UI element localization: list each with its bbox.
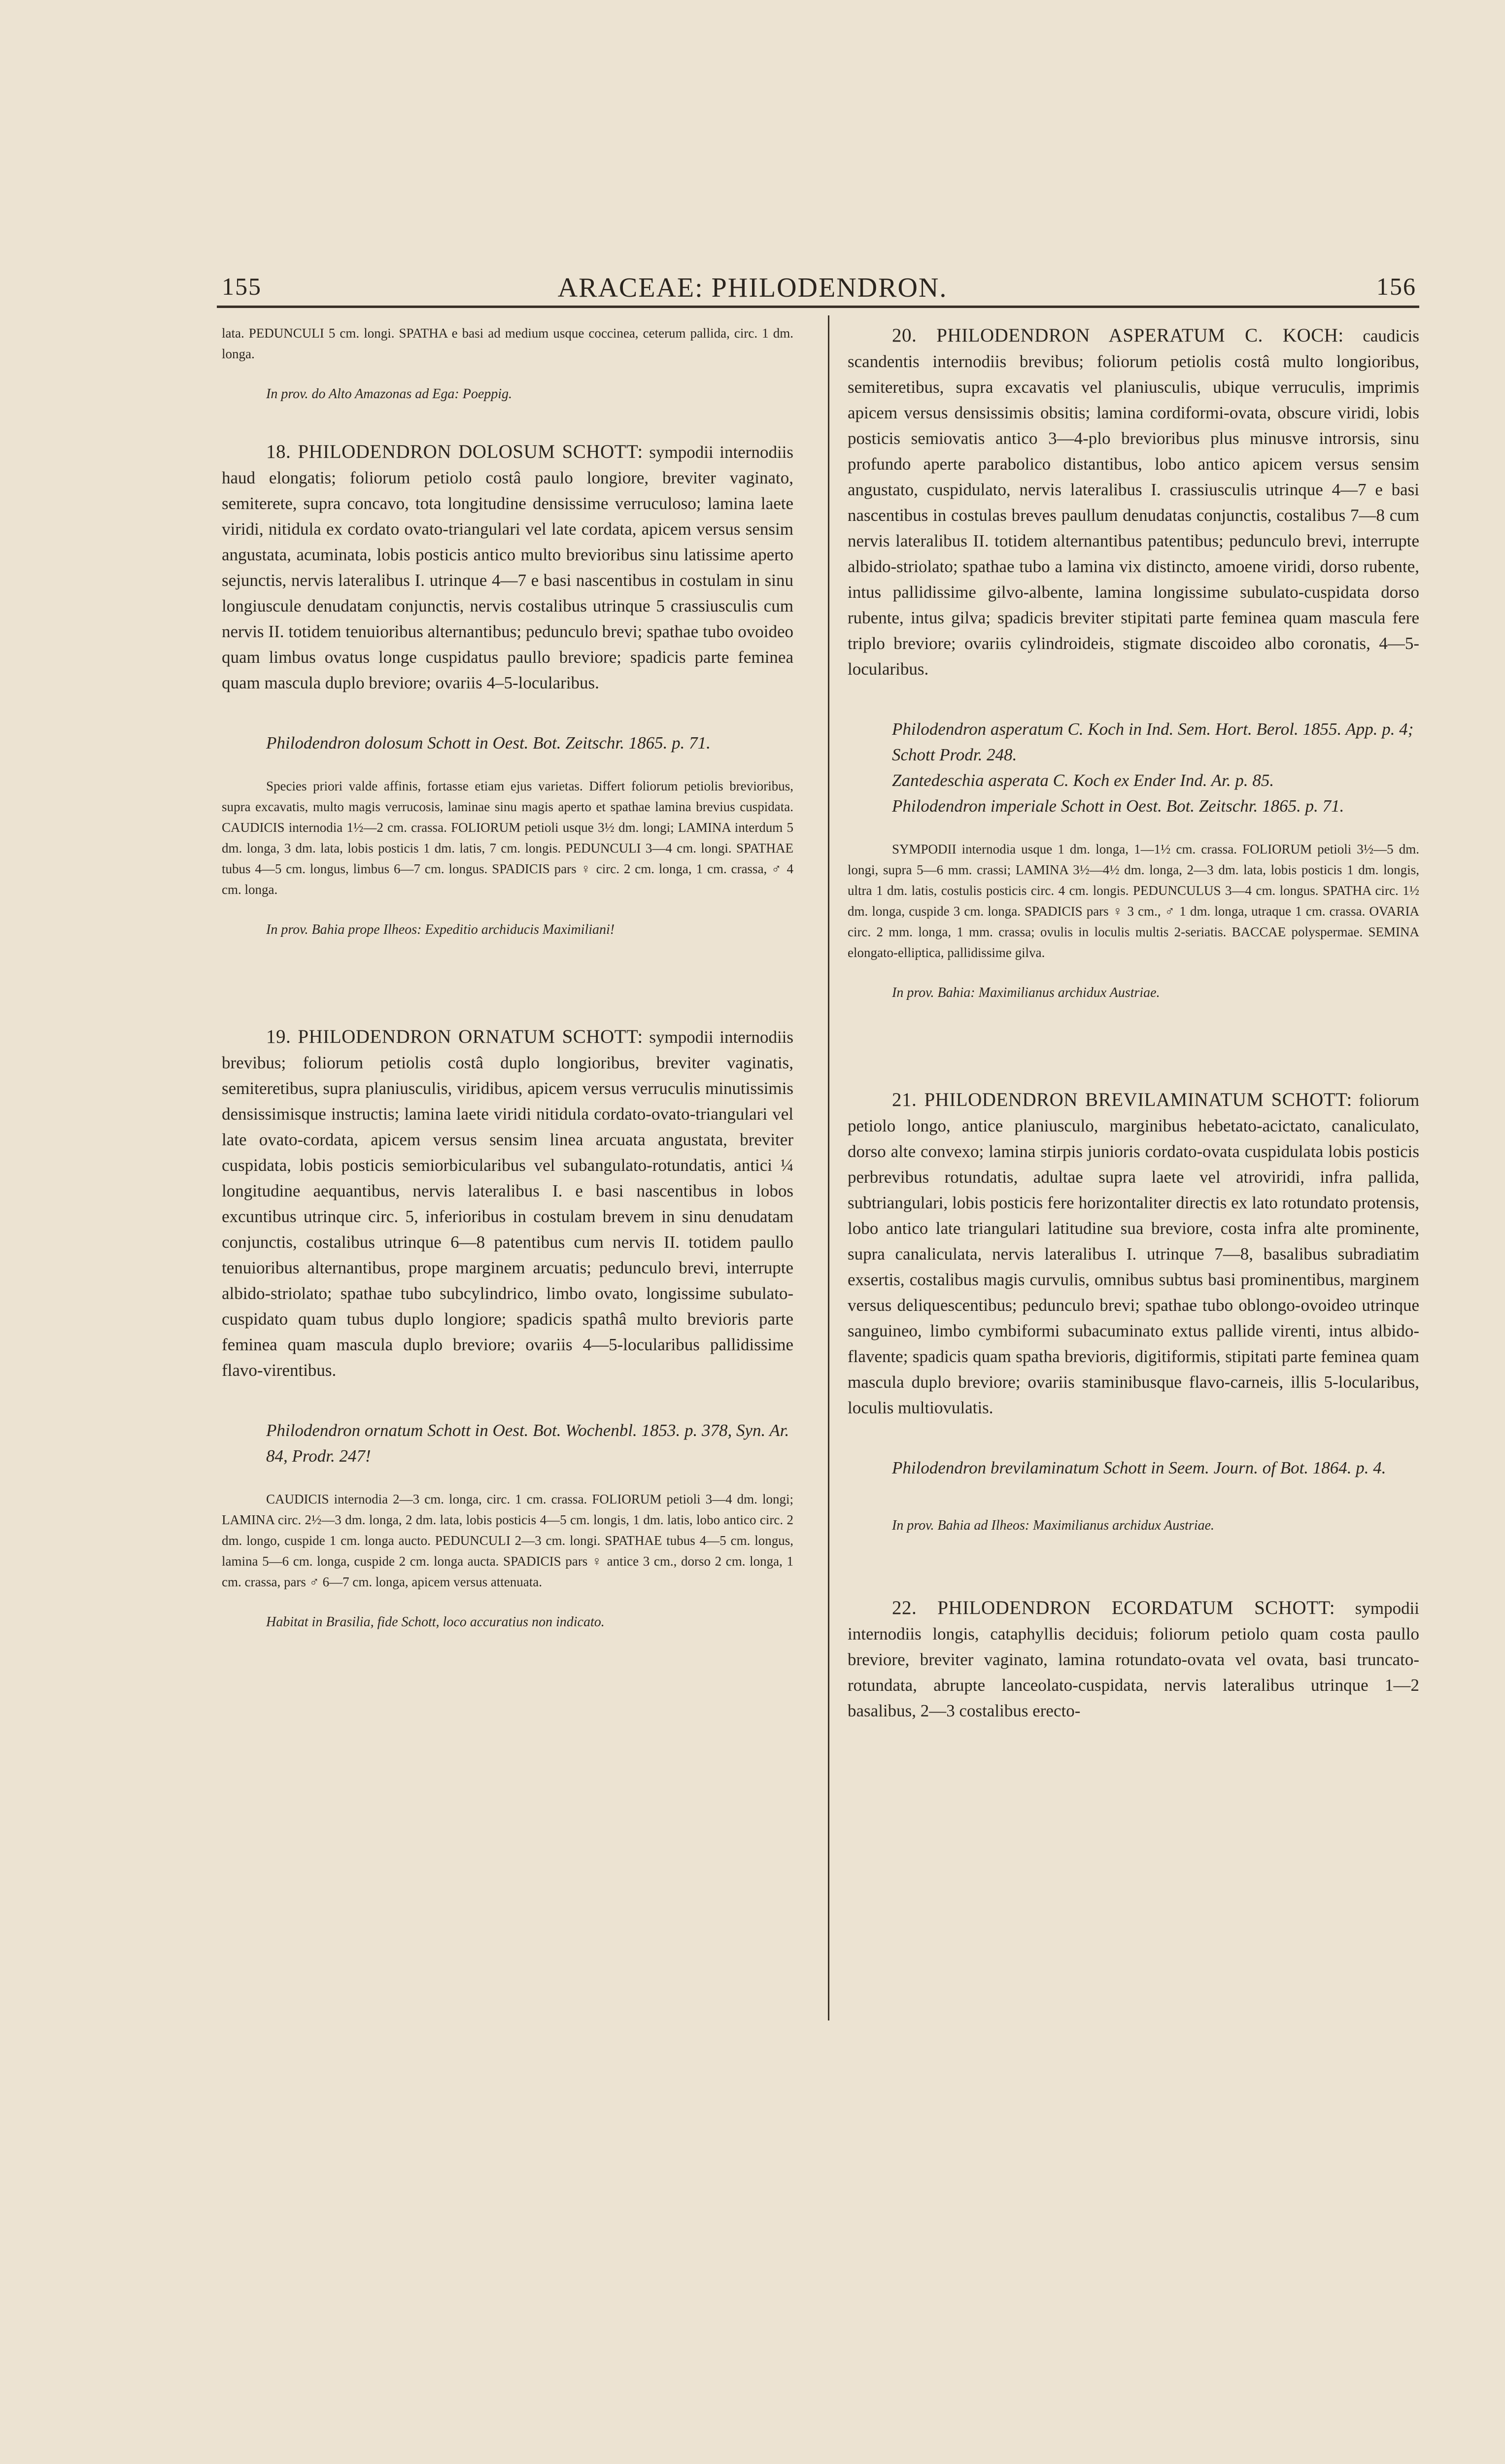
species-19-entry: [222, 1024, 793, 1383]
species-20-locality: In prov. Bahia: Maximilianus archidux Austriae.: [892, 985, 1160, 1000]
species-18-heading: 18. PHILODENDRON DOLOSUM SCHOTT:: [266, 441, 643, 462]
species-21-entry: [848, 1087, 1419, 1421]
species-20-entry: [848, 323, 1419, 682]
species-20-heading: 20. PHILODENDRON ASPERATUM C. KOCH:: [892, 325, 1344, 346]
species-21-citation: Philodendron brevilaminatum Schott in Seem. Journ. of Bot. 1864. p. 4.: [892, 1458, 1386, 1477]
species-20-citation-1: Philodendron asperatum C. Koch in Ind. Sem. Hort. Berol. 1855. App. p. 4; Schott Prodr. 248.: [892, 719, 1414, 764]
species-22-description: sympodii internodiis longis, cataphyllis deciduis; foliorum petiolo quam costa paullo breviore, breviter vaginato, lamina rotundato-ovata vel ovata, basi truncato-rotundata, abrupte lanceolato-cuspidata, nervis lateralibus utrinque 1—2 basalibus, 2—3 costalibus erecto-: [848, 1599, 1420, 1720]
species-18-description: sympodii internodiis haud elongatis; foliorum petiolo costâ paulo longiore, breviter vaginato, semiterete, supra concavo, tota longitudine densissime verruculoso; lamina laete viridi, nitidula ex cordato ovato-triangulari vel late cordata, apicem versus sensim angustata, acuminata, lobis posticis antico multo brevioribus sinu latissime aperto sejunctis, nervis lateralibus I. utrinque 4—7 e basi nascentibus in costulam in sinu longiuscule denudatam conjunctis, nervis costalibus utrinque 5 crassiusculis cum nervis II. totidem tenuioribus alternantibus; pedunculo brevi; spathae tubo ovoideo quam limbus ovatus longe cuspidatus paullo breviore; spadicis parte feminea quam mascula duplo breviore; ovariis 4–5-locularibus.: [222, 443, 794, 692]
species-21-locality: In prov. Bahia ad Ilheos: Maximilianus archidux Austriae.: [892, 1518, 1215, 1533]
continuation-locality: In prov. do Alto Amazonas ad Ega: Poeppig.: [266, 386, 513, 402]
species-19-description: sympodii internodiis brevibus; foliorum petiolis costâ duplo longioribus, breviter vaginatis, semiteretibus, supra planiusculis, viridibus, apicem versus verruculis minutissimis densissimisque instructis; lamina laete viridi nitidula cordato-ovato-triangulari vel late ovato-cordata, apicem versus sensim linea arcuata angustata, breviter cuspidata, lobis posticis semiorbicularibus vel subangulato-rotundatis, antici ¼ longitudine aequantibus, nervis lateralibus I. e basi nascentibus in lobos excuntibus utrinque circ. 5, inferioribus in costulam brevem in sinu denudatam conjunctis, costalibus utrinque 6—8 patentibus cum nervis II. totidem paullo tenuioribus alternantibus, prope marginem arcuatis; pedunculo brevi, interrupte albido-striolato; spathae tubo subcylindrico, limbo ovato, longissime subulato-cuspidato quam tubus duplo longiore; spadicis spathâ multo brevioris parte feminea quam mascula duplo breviore; ovariis 4—5-locularibus pallidissime flavo-virentibus.: [222, 1027, 794, 1380]
species-19-notes: CAUDICIS internodia 2—3 cm. longa, circ. 1 cm. crassa. FOLIORUM petioli 3—4 dm. longi; LAMINA circ. 2½—3 dm. longa, 2 dm. lata, lobis posticis 4—5 cm. longis, 1 dm. latis, lobo antico circ. 2 dm. longo, cuspide 1 cm. longa aucto. PEDUNCULI 2—3 cm. longi. SPATHAE tubus 4—5 cm. longus, lamina 5—6 cm. longa, cuspide 2 cm. longa aucta. SPADICIS pars ♀ antice 3 cm., dorso 2 cm. longa, 1 cm. crassa, pars ♂ 6—7 cm. longa, apicem versus attenuata.: [222, 1492, 793, 1589]
header-rule: [217, 306, 1419, 308]
species-19-locality: Habitat in Brasilia, fide Schott, loco accuratius non indicato.: [266, 1614, 605, 1630]
species-20-description: caudicis scandentis internodiis brevibus; foliorum petiolis costâ multo longioribus, semiteretibus, supra excavatis vel planiusculis, ubique verruculis, imprimis apicem versus densissimis obsitis; lamina cordiformi-ovata, obscure viridi, lobis posticis semiovatis antico 3—4-plo brevioribus plus minusve introrsis, sinu profundo aperte parabolico distantibus, lobo antico apicem versus sensim angustato, cuspidulato, nervis lateralibus I. crassiusculis utrinque 4—7 e basi nascentibus in costulas breves paullum denudatas conjunctis, costalibus 7—8 cum nervis lateralibus II. totidem alternantibus patentibus; pedunculo brevi, interrupte albido-striolato; spathae tubo a lamina vix distincto, amoene viridi, dorso rubente, intus pallidissime gilvo-albente, lamina longissime subulato-cuspidata dorso rubente, intus gilva; spadicis breviter stipitati parte feminea quam mascula fere triplo breviore; ovariis cylindroideis, stigmate discoideo albo coronatis, 4—5-locularibus.: [848, 326, 1419, 679]
species-21-heading: 21. PHILODENDRON BREVILAMINATUM SCHOTT:: [892, 1089, 1352, 1110]
page-number-right: 156: [1376, 273, 1416, 300]
running-title: ARACEAE: PHILODENDRON.: [557, 273, 948, 303]
continuation-text: lata. PEDUNCULI 5 cm. longi. SPATHA e basi ad medium usque coccinea, ceterum pallida, circ. 1 dm. longa.: [222, 326, 793, 361]
column-divider: [828, 315, 829, 2020]
species-20-notes: SYMPODII internodia usque 1 dm. longa, 1—1½ cm. crassa. FOLIORUM petioli 3½—5 dm. longi, supra 5—6 mm. crassi; LAMINA 3½—4½ dm. longa, 2—3 dm. lata, lobis posticis 1 dm. longis, ultra 1 dm. latis, costulis posticis circ. 4 cm. longis. PEDUNCULUS 3—4 cm. longus. SPATHA circ. 1½ dm. longa, cuspide 3 cm. longa. SPADICIS pars ♀ 3 cm., ♂ 1 dm. longa, utraque 1 cm. crassa. OVARIA circ. 2 mm. longa, 1 mm. crassa; ovulis in loculis multis 2-seriatis. BACCAE polyspermae. SEMINA elongato-elliptica, pallidissime gilva.: [848, 842, 1419, 960]
species-18-entry: [222, 439, 793, 696]
species-18-notes: Species priori valde affinis, fortasse etiam ejus varietas. Differt foliorum petiolis brevioribus, supra excavatis, multo magis verrucosis, laminae sinu magis aperto et spathae lamina brevius cuspidata. CAUDICIS internodia 1½—2 cm. crassa. FOLIORUM petioli usque 3½ dm. longi; LAMINA interdum 5 dm. longa, 3 dm. lata, lobis posticis 1 dm. latis, 7 cm. longis. PEDUNCULI 3—4 cm. longi. SPATHAE tubus 4—5 cm. longus, limbus 6—7 cm. longus. SPADICIS pars ♀ circ. 2 cm. longa, 1 cm. crassa, ♂ 4 cm. longa.: [222, 779, 793, 897]
species-19-heading: 19. PHILODENDRON ORNATUM SCHOTT:: [266, 1026, 643, 1047]
species-20-citation-2: Zantedeschia asperata C. Koch ex Ender Ind. Ar. p. 85.: [892, 771, 1274, 790]
species-22-heading: 22. PHILODENDRON ECORDATUM SCHOTT:: [892, 1597, 1335, 1618]
right-column: [848, 323, 1419, 1724]
species-18-citation: Philodendron dolosum Schott in Oest. Bot. Zeitschr. 1865. p. 71.: [266, 733, 711, 753]
species-21-description: foliorum petiolo longo, antice planiusculo, marginibus hebetato-acictato, canaliculato, dorso alte convexo; lamina stirpis junioris cordato-ovata cuspidulata lobis posticis perbrevibus rotundatis, adultae supra laete vel atroviridi, infra pallida, subtriangulari, lobis posticis fere horizontaliter directis ex lato rotundato protensis, lobo antico late triangulari latitudine sua breviore, costa infra alte prominente, supra canaliculata, nervis lateralibus I. utrinque 7—8, basalibus subradiatim exsertis, costalibus magis curvulis, omnibus subtus basi prominentibus, marginem versus deliquescentibus; pedunculo brevi; spathae tubo oblongo-ovoideo utrinque sanguineo, limbo cymbiformi subacuminato extus pallide virenti, intus albido-flavente; spadicis quam spatha brevioris, digitiformis, stipitati parte feminea quam mascula duplo breviore; ovariis staminibusque flavo-carneis, illis 5-locularibus, loculis multiovulatis.: [848, 1091, 1419, 1417]
species-20-citation-3: Philodendron imperiale Schott in Oest. Bot. Zeitschr. 1865. p. 71.: [892, 796, 1344, 816]
species-19-citation: Philodendron ornatum Schott in Oest. Bot. Wochenbl. 1853. p. 378, Syn. Ar. 84, Prodr. 247!: [266, 1421, 789, 1466]
left-column: [222, 323, 793, 1633]
page-number-left: 155: [222, 273, 262, 300]
species-22-entry: [848, 1595, 1419, 1724]
species-18-locality: In prov. Bahia prope Ilheos: Expeditio archiducis Maximiliani!: [266, 922, 615, 937]
